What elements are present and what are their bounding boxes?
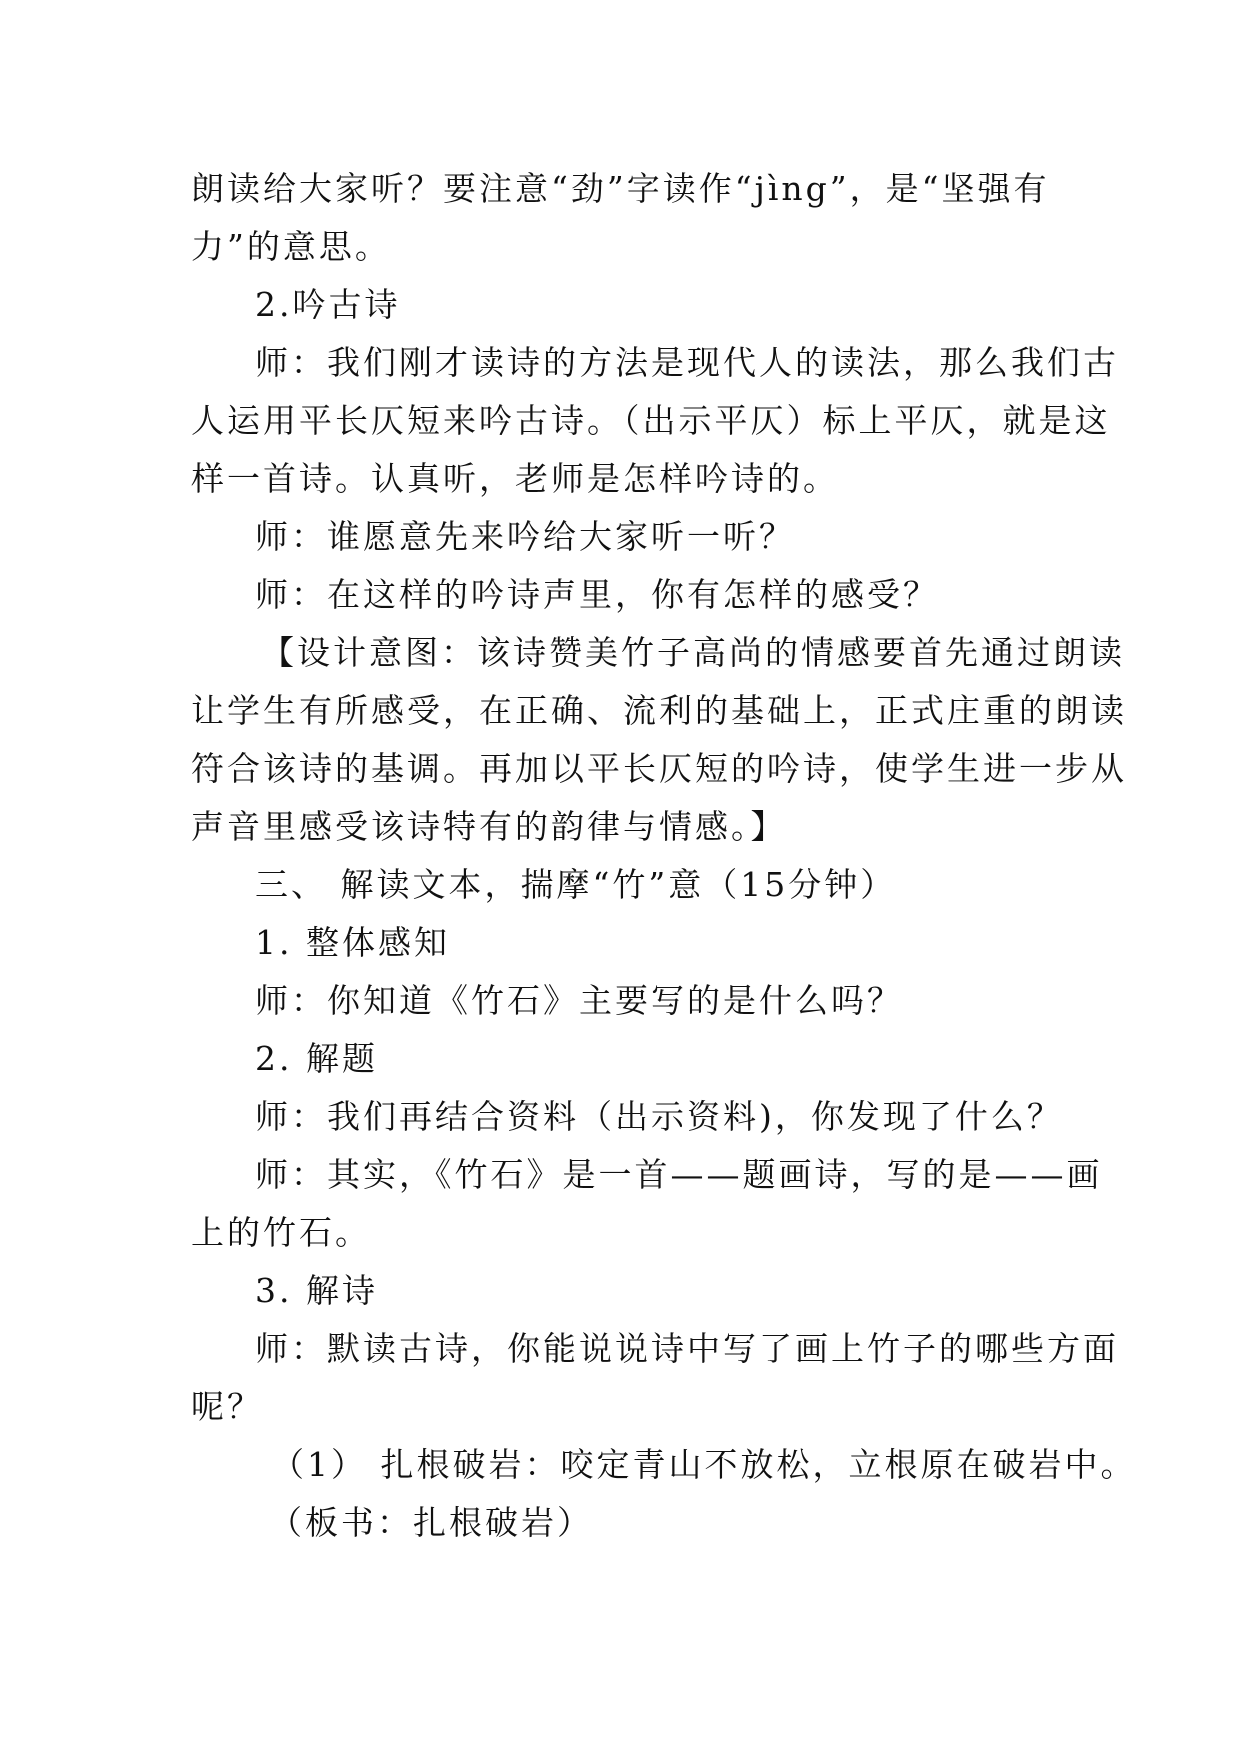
paragraph-line: 师：在这样的吟诗声里，你有怎样的感受？ — [255, 575, 939, 614]
paragraph-line: 师：默读古诗，你能说说诗中写了画上竹子的哪些方面 — [255, 1329, 1119, 1368]
list-item: （1） 扎根破岩：咬定青山不放松，立根原在破岩中。 — [271, 1445, 1137, 1484]
design-intent-line: 【设计意图：该诗赞美竹子高尚的情感要首先通过朗读 — [261, 633, 1125, 672]
paragraph-line: 师：其实，《竹石》是一首——题画诗，写的是——画 — [255, 1155, 1103, 1194]
paragraph-line: 力”的意思。 — [191, 227, 391, 266]
paragraph-line: 师：你知道《竹石》主要写的是什么吗？ — [255, 981, 903, 1020]
paragraph-line: 师：谁愿意先来吟给大家听一听？ — [255, 517, 795, 556]
paragraph-line: 呢？ — [191, 1387, 263, 1426]
subsection-heading: 3. 解诗 — [255, 1271, 378, 1310]
subsection-heading: 2. 解题 — [255, 1039, 378, 1078]
paragraph-line: 上的竹石。 — [191, 1213, 371, 1252]
paragraph-line: 师：我们再结合资料（出示资料)，你发现了什么？ — [255, 1097, 1063, 1136]
design-intent-line: 让学生有所感受，在正确、流利的基础上，正式庄重的朗读 — [191, 691, 1127, 730]
paragraph-line: 师：我们刚才读诗的方法是现代人的读法，那么我们古 — [255, 343, 1119, 382]
paragraph-line: 朗读给大家听？要注意“劲”字读作“jìng”，是“坚强有 — [191, 169, 1050, 208]
section-heading: 三、 解读文本，揣摩“竹”意（15分钟） — [255, 865, 897, 904]
paragraph-line: 人运用平长仄短来吟古诗。（出示平仄）标上平仄，就是这 — [191, 401, 1111, 440]
document-body — [191, 160, 1137, 1552]
section-heading: 2.吟古诗 — [255, 285, 401, 324]
design-intent-line: 符合该诗的基调。再加以平长仄短的吟诗，使学生进一步从 — [191, 749, 1127, 788]
design-intent-line: 声音里感受该诗特有的韵律与情感。】 — [191, 807, 787, 846]
paragraph-line: 样一首诗。认真听，老师是怎样吟诗的。 — [191, 459, 839, 498]
subsection-heading: 1. 整体感知 — [255, 923, 450, 962]
board-note: （板书：扎根破岩） — [269, 1503, 593, 1542]
